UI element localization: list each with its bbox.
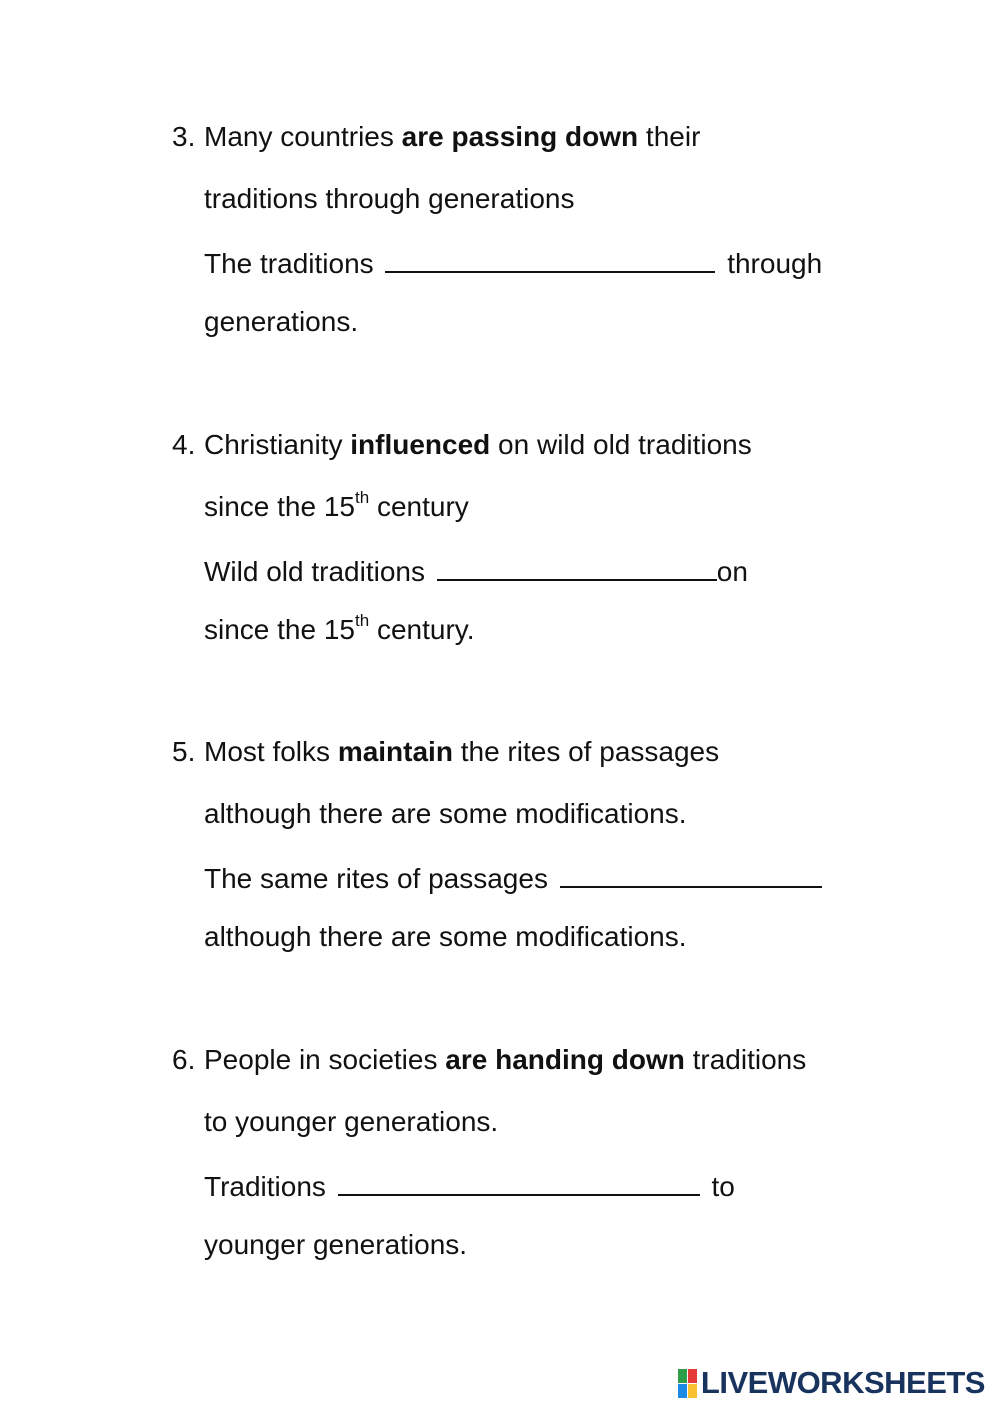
logo-text: LIVEWORKSHEETS [700, 1365, 985, 1400]
question-5-sentence-line2: although there are some modifications. [204, 797, 687, 829]
answer-blank[interactable] [338, 1168, 700, 1196]
target-verb: maintain [337, 736, 453, 767]
question-6-sentence-line1: 6. People in societies are handing down traditions [172, 1044, 807, 1075]
target-verb: are passing down [401, 121, 639, 152]
target-verb: influenced [350, 429, 491, 460]
liveworksheets-logo[interactable] [678, 1365, 985, 1401]
question-5-rewrite-line1: The same rites of passages [172, 860, 892, 922]
answer-blank[interactable] [437, 553, 717, 581]
question-3-sentence-line1: 3. Many countries are passing down their [172, 121, 701, 152]
question-5-sentence-line1: 5. Most folks maintain the rites of passages [172, 736, 720, 767]
question-number: 5. [172, 736, 196, 767]
question-5 [172, 737, 892, 983]
question-number: 3. [172, 121, 196, 152]
question-3 [172, 122, 892, 368]
answer-blank[interactable] [560, 860, 822, 888]
question-number: 6. [172, 1044, 196, 1075]
question-4 [172, 430, 892, 676]
question-4-sentence-line2: since the 15th century [204, 488, 469, 522]
question-6-rewrite-line2: younger generations. [204, 1228, 468, 1260]
question-6 [172, 1045, 892, 1291]
target-verb: are handing down [445, 1044, 685, 1075]
question-4-rewrite-line2: since the 15th century. [204, 611, 475, 645]
logo-mark-icon [678, 1369, 697, 1398]
question-6-rewrite-line1: Traditions to [172, 1168, 892, 1230]
question-3-rewrite-line1: The traditions through [172, 245, 892, 307]
question-5-rewrite-line2: although there are some modifications. [204, 920, 687, 952]
question-4-sentence-line1: 4. Christianity influenced on wild old traditions [172, 429, 752, 460]
question-6-sentence-line2: to younger generations. [204, 1105, 499, 1137]
question-4-rewrite-line1: Wild old traditions on [172, 553, 892, 615]
answer-blank[interactable] [385, 245, 715, 273]
question-3-rewrite-line2: generations. [204, 305, 359, 337]
question-3-sentence-line2: traditions through generations [204, 182, 575, 214]
question-number: 4. [172, 429, 196, 460]
